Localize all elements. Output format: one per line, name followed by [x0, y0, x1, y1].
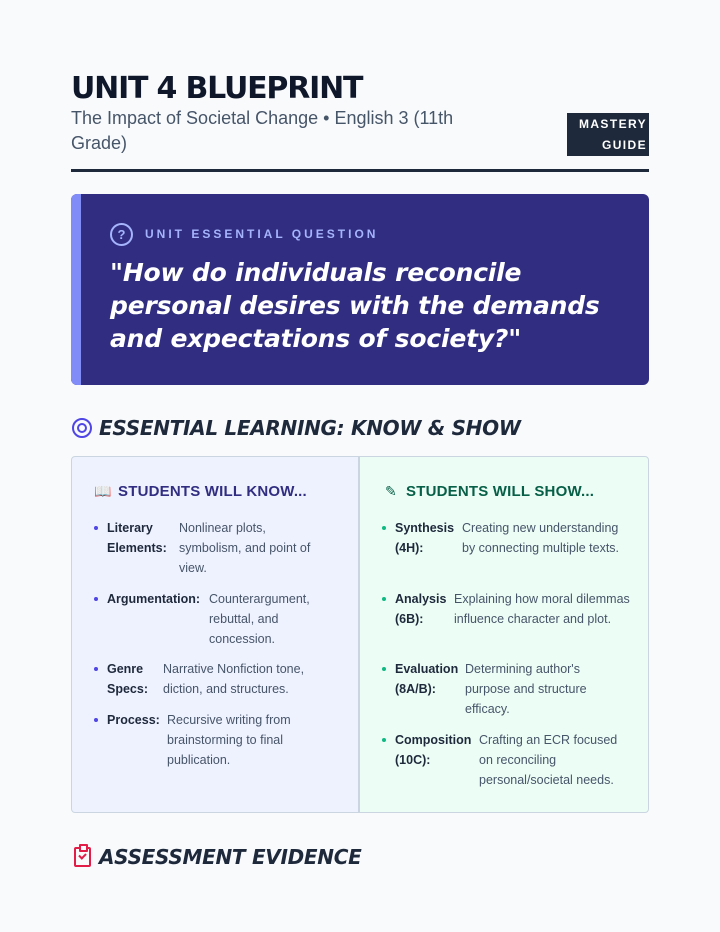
badge-line-2: GUIDE: [601, 138, 647, 152]
page-subtitle: The Impact of Societal Change • English 3 (11th Grade): [71, 108, 454, 153]
item-term: Analysis (6B):: [395, 592, 447, 626]
list-item: [382, 659, 638, 721]
page-title: UNIT 4 BLUEPRINT: [71, 71, 363, 106]
list-item: [382, 589, 638, 651]
item-term: Literary Elements:: [107, 521, 167, 555]
list-item: [94, 659, 344, 701]
bullet: [94, 597, 98, 601]
item-term: Synthesis (4H):: [395, 521, 455, 555]
item-term: Composition (10C):: [395, 733, 472, 767]
item-desc: Crafting an ECR focused on reconciling personal/societal needs.: [479, 733, 618, 787]
item-desc: Nonlinear plots, symbolism, and point of view.: [179, 521, 311, 575]
know-heading-text: STUDENTS WILL KNOW...: [118, 483, 307, 500]
bullet: [382, 738, 386, 742]
header: [71, 72, 649, 172]
show-column: [360, 457, 648, 812]
header-divider: [71, 169, 649, 172]
list-item: [94, 589, 344, 651]
target-icon: [72, 418, 92, 438]
list-item: [382, 518, 638, 580]
know-column: [72, 457, 358, 812]
section-heading-text: ESSENTIAL LEARNING: KNOW & SHOW: [99, 416, 521, 440]
question-circle-icon: ?: [110, 223, 133, 246]
essential-question-text: "How do individuals reconcile personal desires with the demands and expectations of society?": [110, 258, 600, 353]
accent-bar: [71, 194, 81, 385]
item-desc: Explaining how moral dilemmas influence character and plot.: [454, 592, 630, 626]
mastery-guide-badge: [567, 113, 649, 156]
bullet: [382, 667, 386, 671]
bullet: [382, 597, 386, 601]
item-desc: Determining author's purpose and structure efficacy.: [465, 662, 587, 716]
list-item: [94, 518, 344, 580]
item-desc: Narrative Nonfiction tone, diction, and structures.: [163, 662, 305, 696]
book-open-icon: 📖: [94, 483, 112, 499]
assessment-evidence-heading: [71, 844, 649, 874]
item-term: Evaluation (8A/B):: [395, 662, 459, 696]
essential-question-card: [71, 194, 649, 385]
bullet: [94, 526, 98, 530]
show-heading-text: STUDENTS WILL SHOW...: [406, 483, 595, 500]
item-desc: Creating new understanding by connecting multiple texts.: [462, 521, 620, 555]
item-term: Genre Specs:: [107, 662, 148, 696]
essential-learning-heading: [71, 415, 649, 445]
list-item: [94, 710, 344, 772]
know-heading: [94, 483, 307, 500]
clipboard-check-icon: [74, 847, 91, 867]
item-term: Process:: [107, 713, 160, 727]
know-show-grid: [71, 456, 649, 813]
bullet: [94, 667, 98, 671]
show-heading: [382, 483, 594, 500]
item-desc: Recursive writing from brainstorming to final publication.: [167, 713, 291, 767]
pen-tool-icon: ✎: [385, 483, 397, 499]
item-desc: Counterargument, rebuttal, and concession.: [209, 592, 310, 646]
essential-question-label: UNIT ESSENTIAL QUESTION: [145, 227, 379, 241]
list-item: [382, 730, 638, 792]
section-heading-text: ASSESSMENT EVIDENCE: [99, 845, 362, 869]
bullet: [382, 526, 386, 530]
badge-line-1: MASTERY: [578, 117, 647, 131]
bullet: [94, 718, 98, 722]
item-term: Argumentation:: [107, 592, 201, 606]
